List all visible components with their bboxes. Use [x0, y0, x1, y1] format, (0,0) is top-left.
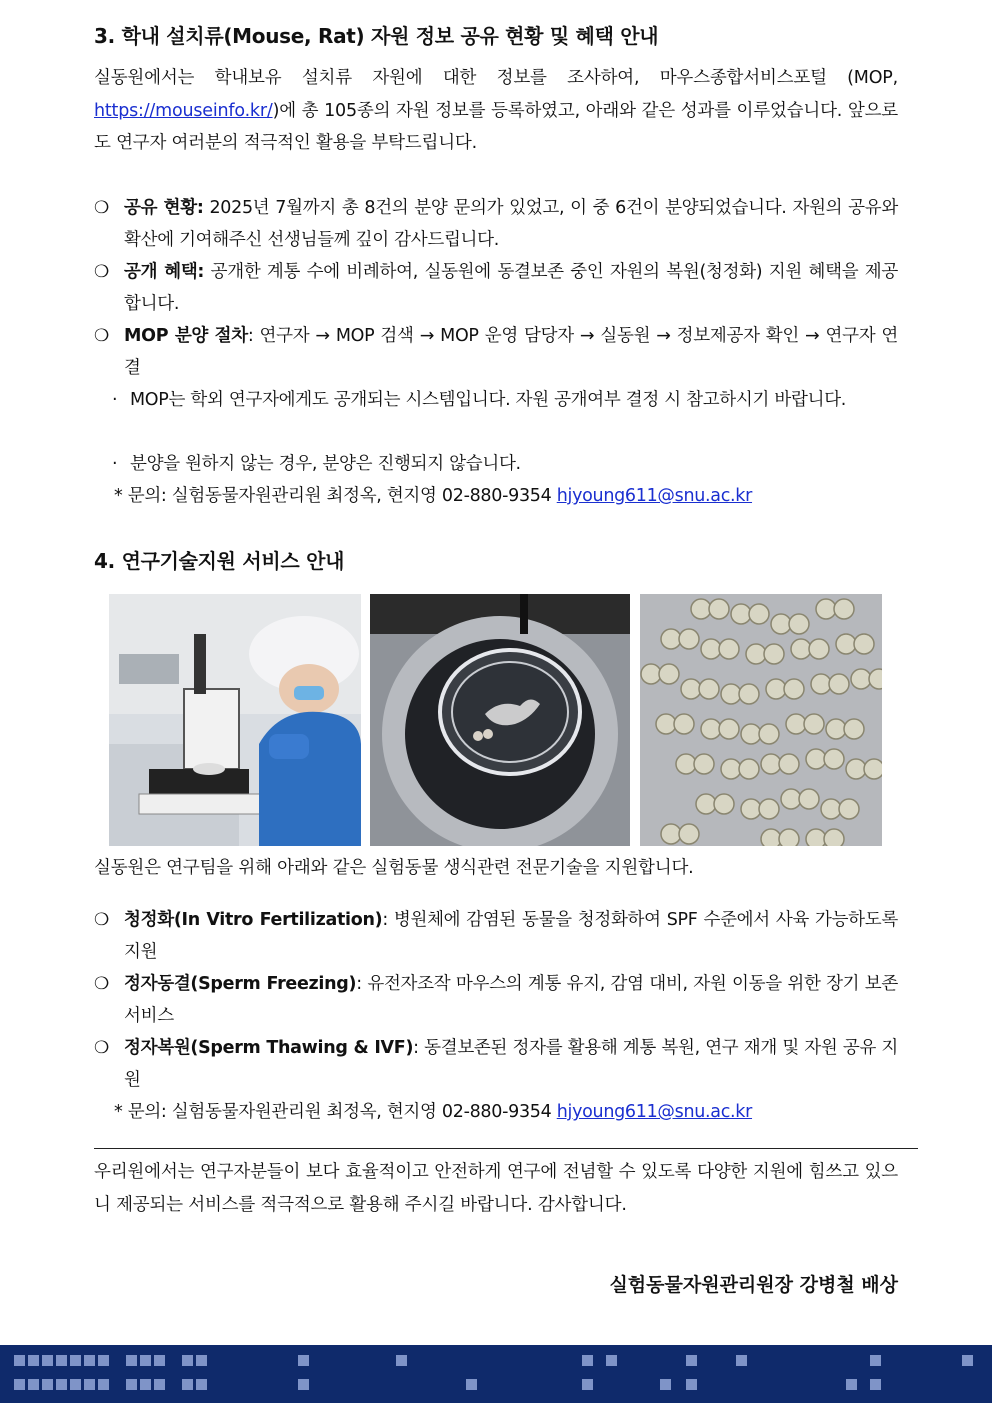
embryo-cell — [844, 719, 864, 739]
footer-square — [56, 1355, 67, 1366]
embryo-cell — [779, 829, 799, 846]
embryo-cell — [869, 669, 882, 689]
bullet-text: 2025년 7월까지 총 8건의 분양 문의가 있었고, 이 중 6건이 분양되었습니다. 자원의 공유와 확산에 기여해주신 선생님들께 깊이 감사드립니다. — [124, 198, 898, 250]
embryo-cell — [781, 789, 801, 809]
intro-text-2: )에 총 105종의 자원 정보를 등록하였고, 아래와 같은 성과를 이루었습니다. 앞으로도 연구자 여러분의 적극적인 활용을 부탁드립니다. — [94, 100, 898, 153]
embryo-cell — [741, 724, 761, 744]
embryo-cell — [851, 669, 871, 689]
embryo-cell — [661, 629, 681, 649]
embryo-cell — [696, 794, 716, 814]
embryo-cell — [674, 714, 694, 734]
embryo-cell — [806, 829, 826, 846]
embryo-cell — [816, 599, 836, 619]
embryo-cell — [701, 639, 721, 659]
embryo-cell — [699, 679, 719, 699]
footer-square — [606, 1355, 617, 1366]
embryo-cell — [676, 754, 696, 774]
footer-square — [98, 1355, 109, 1366]
culture-dish-photo — [370, 594, 630, 846]
footer-square — [870, 1355, 881, 1366]
section4-caption: 실동원은 연구팀을 위해 아래와 같은 실험동물 생식관련 전문기술을 지원합니다. — [94, 858, 694, 878]
embryo-cell — [719, 719, 739, 739]
footer-square — [70, 1379, 81, 1390]
embryo-cell — [641, 664, 661, 684]
footer-square — [140, 1355, 151, 1366]
circle-bullet-icon: ❍ — [94, 1038, 109, 1058]
embryo-cell — [761, 754, 781, 774]
embryo-cell — [709, 599, 729, 619]
embryos-microscopy-photo — [640, 594, 882, 846]
footer-square — [42, 1379, 53, 1390]
circle-bullet-icon: ❍ — [94, 910, 109, 930]
footer-square — [42, 1355, 53, 1366]
bullet-text: : 병원체에 감염된 동물을 청정화하여 SPF 수준에서 사육 가능하도록 지원 — [124, 910, 898, 962]
embryo-cell — [809, 639, 829, 659]
footer-square — [70, 1355, 81, 1366]
embryo-cell — [759, 799, 779, 819]
footer-square — [196, 1355, 207, 1366]
bullet-text: : 유전자조작 마우스의 계통 유지, 감염 대비, 자원 이동을 위한 장기 보존 서비스 — [124, 974, 899, 1026]
embryo-cell — [679, 824, 699, 844]
embryo-cell — [661, 824, 681, 844]
embryo-cell — [749, 604, 769, 624]
embryo-cell — [721, 684, 741, 704]
embryo-cell — [804, 714, 824, 734]
embryo-cell — [679, 629, 699, 649]
bullet-label: 공개 혜택: — [124, 262, 205, 282]
embryo-cell — [694, 754, 714, 774]
footer-square — [126, 1379, 137, 1390]
footer-square — [870, 1379, 881, 1390]
embryo-cell — [824, 749, 844, 769]
bullet-public-benefit — [94, 256, 898, 320]
section3-heading: 3. 학내 설치류(Mouse, Rat) 자원 정보 공유 현황 및 혜택 안내 — [94, 24, 659, 48]
footer-square — [154, 1379, 165, 1390]
bullet-label: 청정화(In Vitro Fertilization) — [124, 910, 383, 930]
footer-square — [582, 1379, 593, 1390]
footer-square — [14, 1355, 25, 1366]
embryo-cell — [826, 719, 846, 739]
footer-square — [660, 1379, 671, 1390]
embryo-cell — [759, 724, 779, 744]
embryo-cell — [779, 754, 799, 774]
researcher-microscope-photo — [109, 594, 361, 846]
bullet-label: 공유 현황: — [124, 198, 204, 218]
footer-square — [466, 1379, 477, 1390]
bullet-sperm-freezing — [94, 968, 898, 1032]
circle-bullet-icon: ❍ — [94, 974, 109, 994]
embryo-cell — [824, 829, 844, 846]
embryo-cell — [739, 684, 759, 704]
section3-intro — [94, 62, 898, 160]
embryo-cell — [764, 644, 784, 664]
contact-email-link[interactable]: hjyoung611@snu.ac.kr — [556, 1102, 753, 1122]
embryo-cell — [721, 759, 741, 779]
embryo-cell — [799, 789, 819, 809]
embryo-cell — [739, 759, 759, 779]
footer-square — [196, 1379, 207, 1390]
embryo-cell — [806, 749, 826, 769]
footer-square — [582, 1355, 593, 1366]
mop-link[interactable]: https://mouseinfo.kr/ — [94, 100, 273, 121]
closing-text: 우리원에서는 연구자분들이 보다 효율적이고 안전하게 연구에 전념할 수 있도록 다양한 지원에 힘쓰고 있으니 제공되는 서비스를 적극적으로 활용해 주시길 바랍니다. 감사합니다. — [94, 1162, 898, 1215]
embryo-cell — [701, 719, 721, 739]
bullet-text: : 동결보존된 정자를 활용해 계통 복원, 연구 재개 및 자원 공유 지원 — [124, 1038, 898, 1090]
bullet-label: MOP 분양 절차 — [124, 326, 248, 346]
contact-text: * 문의: 실험동물자원관리원 최정옥, 현지영 02-880-9354 — [114, 486, 557, 506]
embryo-cell — [719, 639, 739, 659]
footer-square — [686, 1355, 697, 1366]
embryo-cell — [746, 644, 766, 664]
bullet-ivf — [94, 904, 898, 968]
footer-square — [56, 1379, 67, 1390]
bullet-sperm-thawing — [94, 1032, 898, 1096]
bullet-share-status — [94, 192, 898, 256]
embryo-cell — [766, 679, 786, 699]
footer-band — [0, 1345, 992, 1403]
embryo-cell — [839, 799, 859, 819]
embryo-cell — [691, 599, 711, 619]
embryo-cell — [771, 614, 791, 634]
bullet-text: 공개한 계통 수에 비례하여, 실동원에 동결보존 중인 자원의 복원(청정화) 지원 혜택을 제공합니다. — [124, 262, 898, 314]
footer-square — [736, 1355, 747, 1366]
embryo-cell — [834, 599, 854, 619]
divider — [94, 1148, 918, 1149]
footer-square — [182, 1379, 193, 1390]
section4-heading: 4. 연구기술지원 서비스 안내 — [94, 549, 345, 573]
footer-square — [962, 1355, 973, 1366]
embryo-cell — [864, 759, 882, 779]
circle-bullet-icon: ❍ — [94, 198, 109, 218]
embryo-cell — [761, 829, 781, 846]
signature: 실험동물자원관리원장 강병철 배상 — [609, 1274, 898, 1296]
embryo-cell — [741, 799, 761, 819]
footer-square — [84, 1379, 95, 1390]
footer-square — [126, 1355, 137, 1366]
embryo-cell — [656, 714, 676, 734]
footer-square — [686, 1379, 697, 1390]
dot-bullet-icon: · — [112, 390, 118, 410]
bullet-text: : 연구자 → MOP 검색 → MOP 운영 담당자 → 실동원 → 정보제공자 확인 → 연구자 연결 — [124, 326, 898, 378]
embryo-cell — [784, 679, 804, 699]
footer-square — [140, 1379, 151, 1390]
footer-square — [98, 1379, 109, 1390]
bullet-label: 정자복원(Sperm Thawing & IVF) — [124, 1038, 414, 1058]
embryo-cell — [659, 664, 679, 684]
footer-square — [28, 1379, 39, 1390]
embryo-cell — [811, 674, 831, 694]
intro-text-1: 실동원에서는 학내보유 설치류 자원에 대한 정보를 조사하여, 마우스종합서비스포털 (MOP, — [94, 68, 898, 88]
embryo-cell — [791, 639, 811, 659]
embryo-cell — [854, 634, 874, 654]
embryo-cell — [786, 714, 806, 734]
embryo-cell — [829, 674, 849, 694]
bullet-label: 정자동결(Sperm Freezing) — [124, 974, 357, 994]
embryo-cell — [714, 794, 734, 814]
contact-text: * 문의: 실험동물자원관리원 최정옥, 현지영 02-880-9354 — [114, 1102, 557, 1122]
embryo-cell — [821, 799, 841, 819]
note-no-distribution: · 분양을 원하지 않는 경우, 분양은 진행되지 않습니다. — [112, 448, 898, 480]
footer-square — [182, 1355, 193, 1366]
bullet-mop-procedure — [94, 320, 898, 384]
embryo-cell — [789, 614, 809, 634]
footer-square — [28, 1355, 39, 1366]
embryo-cell — [846, 759, 866, 779]
section3-contact — [114, 480, 900, 512]
circle-bullet-icon: ❍ — [94, 262, 109, 282]
embryo-cell — [836, 634, 856, 654]
footer-square — [298, 1355, 309, 1366]
embryo-cell — [731, 604, 751, 624]
footer-square — [14, 1379, 25, 1390]
section4-contact — [114, 1096, 900, 1128]
dot-bullet-icon: · — [112, 454, 118, 474]
contact-email-link[interactable]: hjyoung611@snu.ac.kr — [556, 486, 753, 506]
note-mop-public: · MOP는 학외 연구자에게도 공개되는 시스템입니다. 자원 공개여부 결정 시 참고하시기 바랍니다. — [112, 384, 898, 416]
footer-square — [154, 1355, 165, 1366]
footer-square — [84, 1355, 95, 1366]
footer-square — [298, 1379, 309, 1390]
footer-square — [846, 1379, 857, 1390]
circle-bullet-icon: ❍ — [94, 326, 109, 346]
footer-square — [396, 1355, 407, 1366]
embryo-cell — [681, 679, 701, 699]
